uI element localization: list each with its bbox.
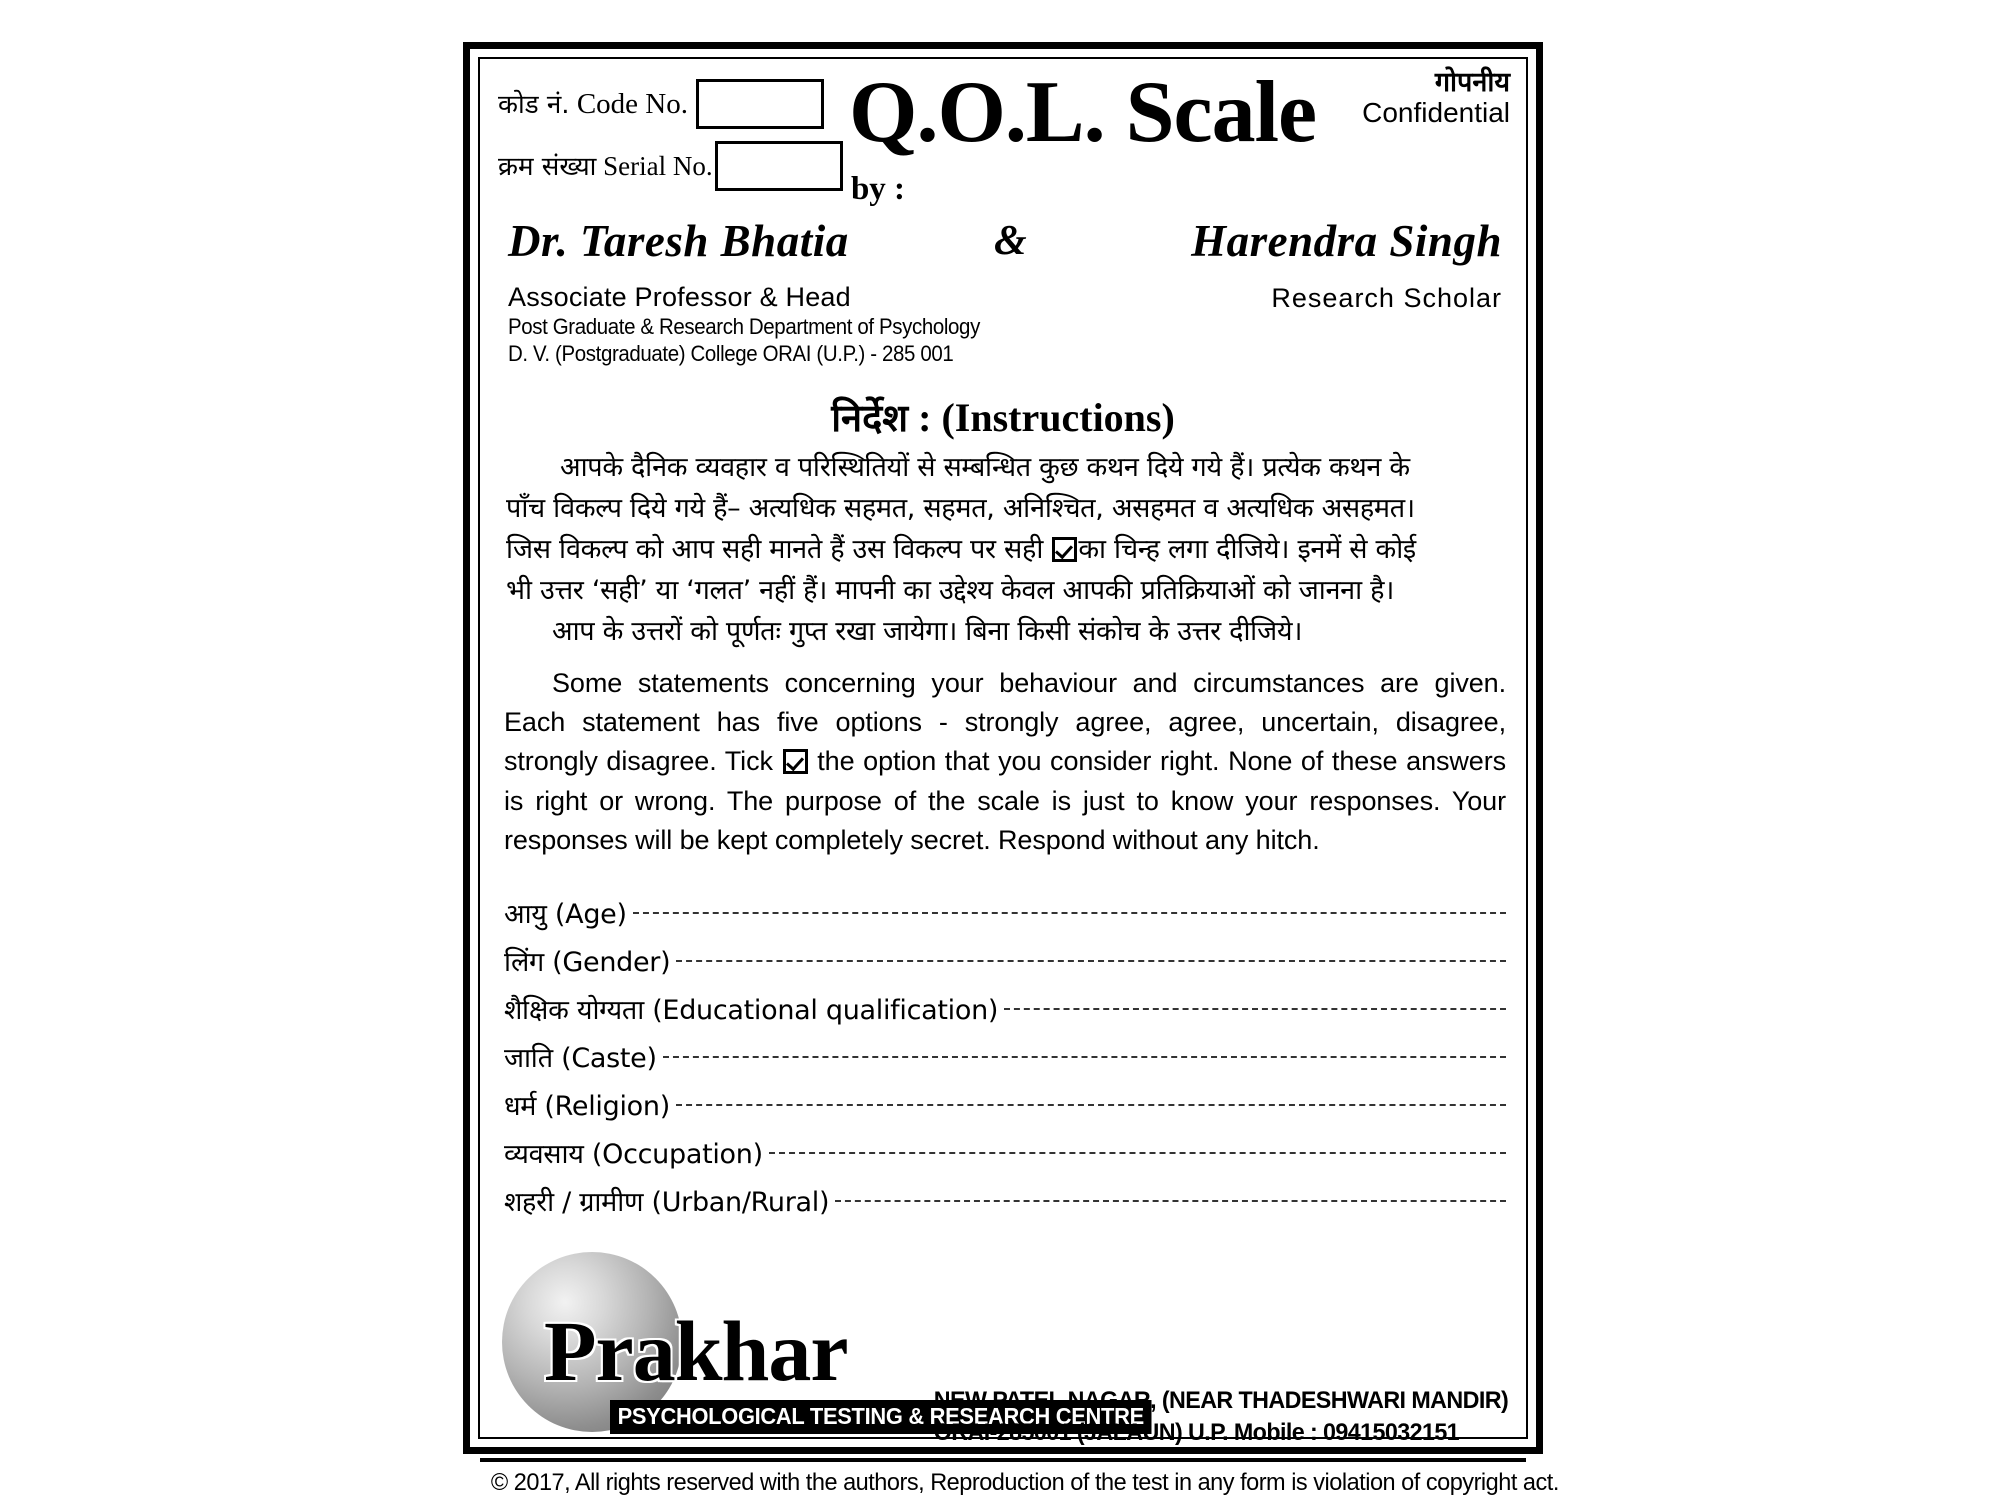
affiliation-primary <box>508 281 1015 368</box>
affiliations-row <box>494 281 1512 381</box>
confidential-label-hindi: गोपनीय <box>1434 67 1510 98</box>
code-no-row <box>498 73 858 135</box>
by-label: by : <box>850 171 906 207</box>
field-label-occupation: व्यवसाय (Occupation) <box>504 1139 763 1171</box>
field-label-education: शैक्षिक योग्यता (Educational qualification) <box>504 995 999 1027</box>
instructions-english-before-tick: Some statements concerning your behaviour and circumstances are given. Each statement has five options - strongly agree, agree, uncertain, disagree, strongly disagree. Tick <box>504 668 1506 777</box>
instructions-hindi-line-3 <box>506 529 1504 570</box>
instructions-hindi-line-3a: जिस विकल्प को आप सही मानते हैं उस विकल्प पर सही <box>506 534 1052 566</box>
author-secondary-name: Harendra Singh <box>1191 216 1502 266</box>
author-secondary-role: Research Scholar <box>1271 283 1502 313</box>
page-title: Q.O.L. Scale <box>849 64 1317 161</box>
document-cover-inner-border <box>478 57 1559 1496</box>
field-input-urban-rural[interactable] <box>835 1200 1506 1202</box>
instructions-heading-english: (Instructions) <box>941 395 1175 440</box>
field-label-caste: जाति (Caste) <box>504 1043 657 1075</box>
field-row-occupation <box>504 1122 1506 1170</box>
field-input-religion[interactable] <box>676 1104 1506 1106</box>
field-label-urban-rural: शहरी / ग्रामीण (Urban/Rural) <box>504 1187 830 1219</box>
field-input-caste[interactable] <box>663 1056 1506 1058</box>
authors-row <box>494 215 1512 279</box>
field-input-education[interactable] <box>1004 1008 1506 1010</box>
instructions-hindi-line-3b: का चिन्ह लगा दीजिये। इनमें से कोई <box>1078 534 1416 566</box>
field-row-gender <box>504 930 1506 978</box>
authors-ampersand: & <box>994 218 1027 264</box>
cover-header <box>494 59 1512 211</box>
instructions-hindi-line-4: भी उत्तर ‘सही’ या ‘गलत’ नहीं हैं। मापनी का उद्देश्य केवल आपकी प्रतिक्रियाओं को जानना है। <box>506 575 1395 607</box>
checked-box-icon <box>1052 537 1077 562</box>
publisher-wordmark: Prakhar <box>544 1302 848 1399</box>
code-no-input[interactable] <box>696 79 824 129</box>
author-primary-department: Post Graduate & Research Department of Psychology <box>508 313 980 339</box>
field-label-gender: लिंग (Gender) <box>504 947 671 979</box>
checked-box-icon <box>783 749 808 774</box>
publisher-tagline-banner: PSYCHOLOGICAL TESTING & RESEARCH CENTRE <box>610 1400 1151 1434</box>
instructions-hindi-line-1: आपके दैनिक व्यवहार व परिस्थितियों से सम्बन्धित कुछ कथन दिये गये हैं। प्रत्येक कथन के <box>560 452 1410 483</box>
copyright-text: © 2017, All rights reserved with the authors, Reproduction of the test in any form is violation of copyright act. <box>490 1468 1559 1496</box>
instructions-heading-hindi: निर्देश <box>831 396 909 440</box>
author-primary-college: D. V. (Postgraduate) College ORAI (U.P.) - 285 001 <box>508 340 954 366</box>
confidential-badge <box>1362 69 1510 127</box>
field-label-age: आयु (Age) <box>504 899 627 931</box>
field-label-religion: धर्म (Religion) <box>504 1091 670 1123</box>
publisher-address-line-2: ORAI-285001 (JALAUN) U.P. Mobile : 09415032151 <box>933 1418 1459 1446</box>
serial-no-label: क्रम संख्या Serial No. <box>498 150 713 182</box>
field-row-religion <box>504 1074 1506 1122</box>
publisher-address-line-1: NEW PATEL NAGAR, (NEAR THADESHWARI MANDIR) <box>933 1387 1508 1415</box>
instructions-hindi-line-2: पाँच विकल्प दिये गये हैं– अत्यधिक सहमत, सहमत, अनिश्चित, असहमत व अत्यधिक असहमत। <box>506 493 1415 525</box>
cover-content-area <box>480 59 1526 1458</box>
demographics-form <box>494 882 1512 1218</box>
confidential-label-english: Confidential <box>1362 97 1510 128</box>
instructions-hindi <box>494 447 1512 652</box>
publisher-block <box>494 1248 1512 1458</box>
author-primary-name: Dr. Taresh Bhatia <box>508 216 849 266</box>
document-cover-outer-border <box>463 42 1559 1496</box>
field-row-caste <box>504 1026 1506 1074</box>
instructions-english-paragraph <box>504 664 1506 860</box>
field-row-age <box>504 882 1506 930</box>
field-input-gender[interactable] <box>676 960 1506 962</box>
copyright-footer <box>480 1458 1559 1500</box>
field-input-occupation[interactable] <box>769 1152 1506 1154</box>
instructions-english <box>494 664 1512 860</box>
author-primary-role: Associate Professor & Head <box>508 282 851 312</box>
instructions-heading-separator: : <box>908 395 942 440</box>
instructions-hindi-line-5: आप के उत्तरों को पूर्णतः गुप्त रखा जायेगा। बिना किसी संकोच के उत्तर दीजिये। <box>552 616 1303 648</box>
instructions-english-after-tick: the option that you consider right. None of these answers is right or wrong. The purpose of the scale is just to know your responses. Your responses will be kept completely secret. Respond without any hitch. <box>504 746 1506 855</box>
field-row-education <box>504 978 1506 1026</box>
code-no-label: कोड नं. Code No. <box>498 87 688 120</box>
publisher-address <box>916 1385 1508 1447</box>
instructions-heading <box>494 391 1512 443</box>
field-row-urban-rural <box>504 1170 1506 1218</box>
field-input-age[interactable] <box>633 912 1506 914</box>
